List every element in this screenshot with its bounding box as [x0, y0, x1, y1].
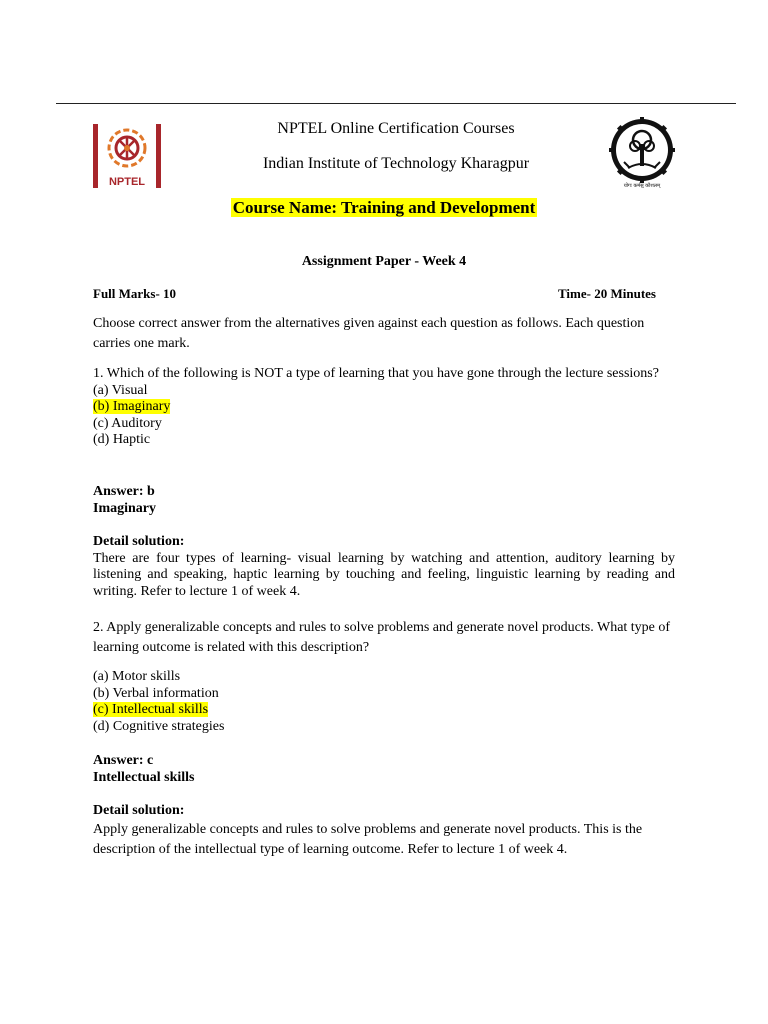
answer-1-text: Imaginary	[93, 500, 156, 516]
detail-2-text: Apply generalizable concepts and rules to solve problems and generate novel products. This is the description of the intellectual type of learning outcome. Refer to lecture 1 of week 4.	[93, 821, 643, 857]
option-1d: (d) Haptic	[93, 432, 151, 447]
instructions-text: Choose correct answer from the alternatives given against each question as follows. Each question carries one mark.	[93, 316, 645, 351]
option-2c-correct: (c) Intellectual skills	[93, 702, 209, 717]
option-1a: (a) Visual	[93, 382, 148, 398]
answer-2-label: Answer: c	[93, 753, 154, 768]
answer-1-label: Answer: b	[93, 484, 155, 499]
time-limit: Time- 20 Minutes	[558, 286, 656, 301]
option-2d: (d) Cognitive strategies	[93, 718, 225, 734]
iit-motto: योगः कर्मसु कौशलम्	[623, 183, 661, 188]
header-line-2: Indian Institute of Technology Kharagpur	[262, 155, 530, 172]
option-2a: (a) Motor skills	[93, 669, 181, 684]
question-2	[93, 618, 675, 658]
option-2b: (b) Verbal information	[93, 685, 219, 701]
top-rule	[56, 103, 736, 104]
instructions	[93, 314, 675, 354]
answer-1	[93, 484, 675, 517]
detail-1-label: Detail solution:	[93, 534, 185, 549]
answer-2	[93, 753, 675, 786]
assignment-title: Assignment Paper - Week 4	[301, 254, 467, 269]
option-1c: (c) Auditory	[93, 415, 162, 431]
course-name	[0, 198, 768, 218]
detail-solution-1	[93, 534, 675, 600]
question-2-options	[93, 669, 675, 735]
full-marks: Full Marks- 10	[93, 286, 177, 301]
header-line-1: NPTEL Online Certification Courses	[277, 120, 515, 137]
detail-1-text: There are four types of learning- visual learning by watching and attention, auditory learning by listening and speaking, haptic learning by touching and feeling, linguistic learning by reading and writing. Refer to lecture 1 of week 4.	[93, 550, 675, 599]
detail-solution-2	[93, 803, 675, 860]
question-1-text: 1. Which of the following is NOT a type of learning that you have gone through the lecture sessions?	[93, 366, 659, 381]
detail-2-label: Detail solution:	[93, 803, 185, 818]
question-1	[93, 366, 675, 449]
question-2-text: 2. Apply generalizable concepts and rules to solve problems and generate novel products. What type of learning outcome is related with this description?	[93, 620, 671, 655]
answer-2-text: Intellectual skills	[93, 769, 195, 785]
nptel-logo-text: NPTEL	[108, 176, 146, 188]
course-name-text: Course Name: Training and Development	[232, 198, 536, 217]
option-1b-correct: (b) Imaginary	[93, 399, 171, 414]
